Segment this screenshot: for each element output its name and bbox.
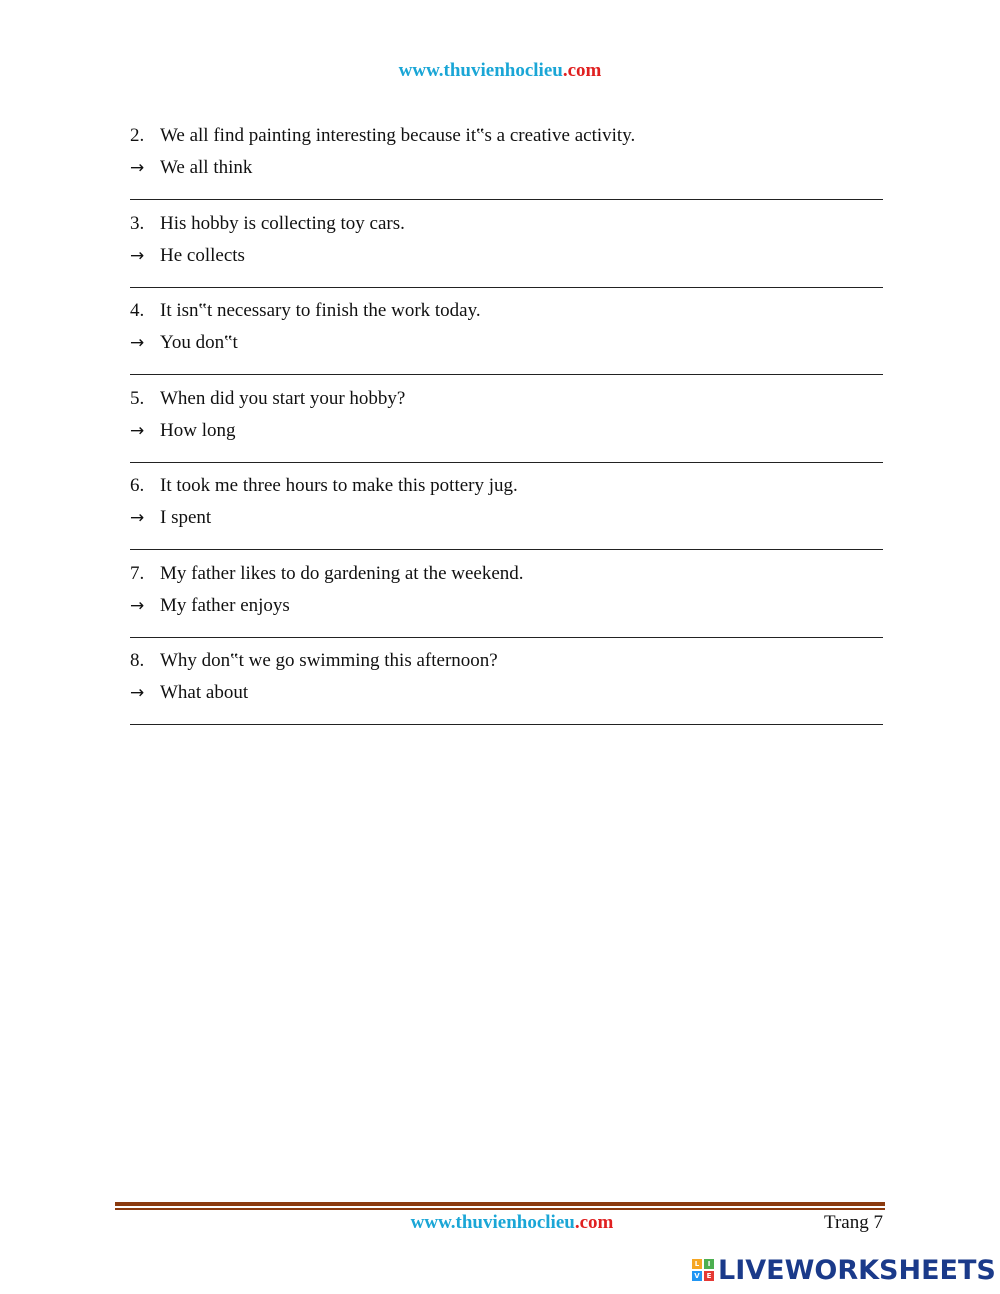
question-line [130,475,518,497]
question-text: We all find painting interesting because it‟s a creative activity. [160,125,636,146]
question-text: It isn‟t necessary to finish the work today. [160,300,481,321]
answer-line [130,595,290,617]
answer-prompt: How long [160,419,236,441]
answer-blank[interactable] [130,462,883,463]
exercise-item-5 [130,385,883,473]
arrow-icon: → [130,333,145,353]
question-line [130,125,635,147]
question-number: 5. [130,387,145,409]
question-text: His hobby is collecting toy cars. [160,212,405,234]
logo-square-l: L [692,1259,702,1269]
question-text: Why don‟t we go swimming this afternoon? [160,650,498,671]
liveworksheets-logo[interactable] [692,1255,996,1285]
question-number: 3. [130,212,145,234]
logo-square-e: E [704,1271,714,1281]
question-line [130,300,481,322]
liveworksheets-wordmark: LIVEWORKSHEETS [718,1254,996,1286]
answer-line [130,157,252,179]
arrow-icon: → [130,683,145,703]
answer-line [130,420,235,442]
answer-line [130,332,238,354]
exercise-item-4 [130,297,883,385]
arrow-icon: → [130,158,145,178]
answer-blank[interactable] [130,287,883,288]
answer-prompt: I spent [160,507,212,528]
answer-prompt: We all think [160,157,253,178]
exercise-item-2 [130,122,883,210]
footer-site-main: www.thuvienhoclieu [410,1212,575,1233]
question-number: 4. [130,300,145,321]
liveworksheets-mark-icon [692,1259,714,1281]
answer-line [130,507,211,529]
question-number: 6. [130,475,145,496]
question-line [130,650,498,672]
answer-blank[interactable] [130,549,883,550]
footer-site-tld: .com [574,1212,614,1233]
answer-blank[interactable] [130,637,883,638]
arrow-icon: → [130,595,145,616]
question-number: 8. [130,650,145,671]
exercise-item-8 [130,647,883,735]
header-website-link[interactable] [0,60,1000,82]
question-line [130,213,405,235]
header-site-tld: .com [562,60,602,81]
arrow-icon: → [130,245,145,266]
answer-prompt: My father enjoys [160,594,290,616]
exercise-item-7 [130,560,883,648]
answer-prompt: You don‟t [160,332,238,353]
footer-divider-thin [115,1208,885,1210]
answer-line [130,245,245,267]
question-number: 7. [130,562,145,584]
answer-blank[interactable] [130,374,883,375]
answer-blank[interactable] [130,724,883,725]
exercise-item-6 [130,472,883,560]
question-line [130,388,405,410]
answer-line [130,682,248,704]
footer-divider [115,1202,885,1206]
header-site-main: www.thuvienhoclieu [398,60,563,81]
logo-square-v: V [692,1271,702,1281]
answer-prompt: He collects [160,244,245,266]
question-number: 2. [130,125,145,146]
page-number: Trang 7 [824,1212,883,1233]
arrow-icon: → [130,508,145,528]
question-text: It took me three hours to make this pottery jug. [160,475,518,496]
answer-prompt: What about [160,682,249,703]
question-text: My father likes to do gardening at the weekend. [160,562,524,584]
answer-blank[interactable] [130,199,883,200]
exercise-item-3 [130,210,883,298]
rewrite-exercise-list [130,122,883,735]
question-line [130,563,524,585]
arrow-icon: → [130,420,145,441]
question-text: When did you start your hobby? [160,387,406,409]
logo-square-i: I [704,1259,714,1269]
